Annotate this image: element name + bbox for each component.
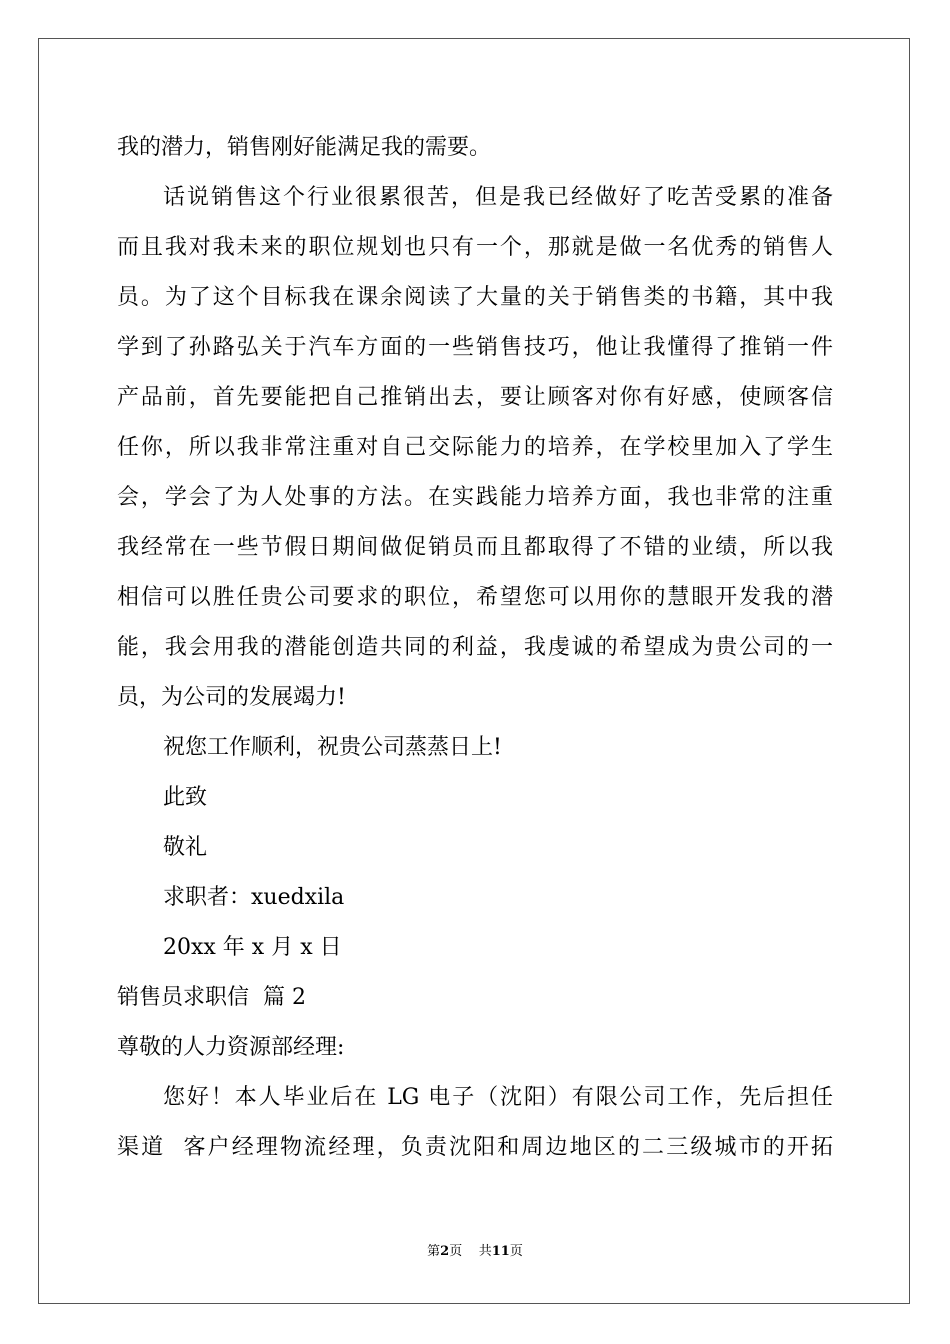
text-line: 能，我会用我的潜能创造共同的利益，我虔诚的希望成为贵公司的一 — [117, 635, 833, 660]
section-heading: 销售员求职信 篇 2 — [117, 985, 306, 1010]
text-line: 而且我对我未来的职位规划也只有一个，那就是做一名优秀的销售人 — [117, 235, 833, 260]
text-line: 学到了孙路弘关于汽车方面的一些销售技巧，他让我懂得了推销一件 — [117, 335, 833, 360]
footer-total-pages: 11 — [491, 1244, 510, 1259]
text-line: 会，学会了为人处事的方法。在实践能力培养方面，我也非常的注重 — [117, 485, 833, 510]
footer-prefix: 第 — [427, 1244, 441, 1259]
text-line: 相信可以胜任贵公司要求的职位，希望您可以用你的慧眼开发我的潜 — [117, 585, 833, 610]
text-line: 话说销售这个行业很累很苦，但是我已经做好了吃苦受累的准备 — [163, 185, 833, 210]
footer-mid: 页 共 — [449, 1244, 492, 1259]
text-line: 任你，所以我非常注重对自己交际能力的培养，在学校里加入了学生 — [117, 435, 833, 460]
page-border — [38, 38, 910, 1304]
signature-line: 求职者：xuedxila — [163, 885, 345, 910]
salutation-line: 此致 — [163, 785, 208, 810]
greeting-line: 尊敬的人力资源部经理: — [117, 1035, 345, 1060]
text-line: 我经常在一些节假日期间做促销员而且都取得了不错的业绩，所以我 — [117, 535, 833, 560]
date-line: 20xx 年 x 月 x 日 — [163, 935, 342, 960]
footer-suffix: 页 — [509, 1244, 523, 1259]
text-line: 员，为公司的发展竭力! — [117, 685, 346, 710]
text-line: 您好！本人毕业后在 LG 电子（沈阳）有限公司工作，先后担任 — [163, 1085, 833, 1110]
text-line: 产品前，首先要能把自己推销出去，要让顾客对你有好感，使顾客信 — [117, 385, 833, 410]
footer-page-number: 2 — [440, 1244, 450, 1259]
text-line: 渠道 客户经理物流经理，负责沈阳和周边地区的二三级城市的开拓 — [117, 1135, 833, 1160]
text-line: 我的潜力，销售刚好能满足我的需要。 — [117, 135, 492, 160]
salutation-line: 敬礼 — [163, 835, 208, 860]
page-footer — [0, 1243, 950, 1261]
text-line: 祝您工作顺利，祝贵公司蒸蒸日上! — [163, 735, 502, 760]
text-line: 员。为了这个目标我在课余阅读了大量的关于销售类的书籍，其中我 — [117, 285, 833, 310]
